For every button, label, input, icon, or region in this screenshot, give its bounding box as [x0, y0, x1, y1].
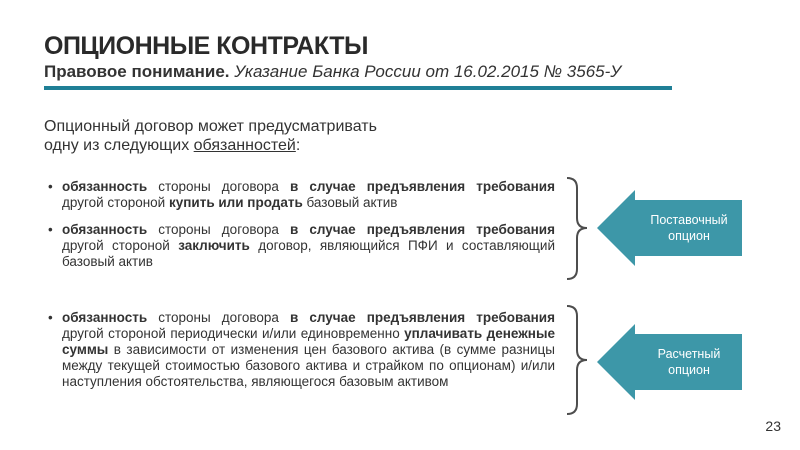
item-text-4: другой стороной периодически и/или единовременно: [62, 326, 405, 341]
intro-text: [44, 117, 464, 155]
item-bold-1: обязанность: [62, 179, 148, 194]
intro-line-1: Опционный договор может предусматривать: [44, 118, 377, 135]
list-item: [62, 179, 555, 211]
obligations-list-settlement: [62, 310, 555, 401]
item-text-6: в зависимости от изменения цен базового актива (в сумме разницы между текущей стоимостью базового актива и страйком по опционам) и/или наступления обстоятельства, являющегося базовым активом: [62, 342, 555, 389]
item-text-4: другой стороной: [62, 195, 169, 210]
page-title: ОПЦИОННЫЕ КОНТРАКТЫ: [44, 32, 368, 60]
item-text-4: другой стороной: [62, 238, 179, 253]
brace-delivery: [565, 176, 595, 281]
obligations-list-delivery: [62, 179, 555, 281]
item-text-2: стороны договора: [147, 222, 290, 237]
list-item: [62, 310, 555, 390]
settlement-option-label: [637, 346, 741, 378]
item-bold-1: обязанность: [62, 222, 148, 237]
page-subtitle: [44, 62, 621, 82]
subtitle-bold: Правовое понимание.: [44, 62, 230, 81]
brace-settlement: [565, 304, 595, 416]
item-bold-3: в случае предъявления требования: [289, 310, 555, 325]
settlement-option-line-2: опцион: [668, 363, 710, 377]
delivery-option-label: [637, 212, 741, 244]
title-divider: [44, 86, 672, 90]
delivery-option-line-2: опцион: [668, 229, 710, 243]
settlement-option-line-1: Расчетный: [657, 347, 721, 361]
intro-line-2: [44, 136, 464, 155]
item-text-2: стороны договора: [147, 310, 290, 325]
page-number: 23: [765, 418, 781, 434]
item-bold-5: заключить: [178, 238, 250, 253]
item-bold-3: в случае предъявления требования: [289, 179, 555, 194]
subtitle-italic: Указание Банка России от 16.02.2015 № 3565-У: [229, 62, 622, 81]
item-bold-1: обязанность: [62, 310, 148, 325]
item-text-2: стороны договора: [147, 179, 290, 194]
delivery-option-line-1: Поставочный: [650, 213, 728, 227]
list-item: [62, 222, 555, 270]
item-bold-3: в случае предъявления требования: [289, 222, 555, 237]
intro-line-2-suffix: :: [295, 137, 301, 154]
item-text-6: договор, являющийся ПФИ и составляющий базовый актив: [62, 238, 555, 269]
item-text-6: базовый актив: [302, 195, 398, 210]
item-bold-5: уплачивать денежные суммы: [62, 326, 555, 357]
intro-line-2-prefix: одну из следующих: [44, 137, 194, 154]
item-bold-5: купить или продать: [168, 195, 303, 210]
intro-underlined-word: обязанностей: [193, 137, 296, 154]
